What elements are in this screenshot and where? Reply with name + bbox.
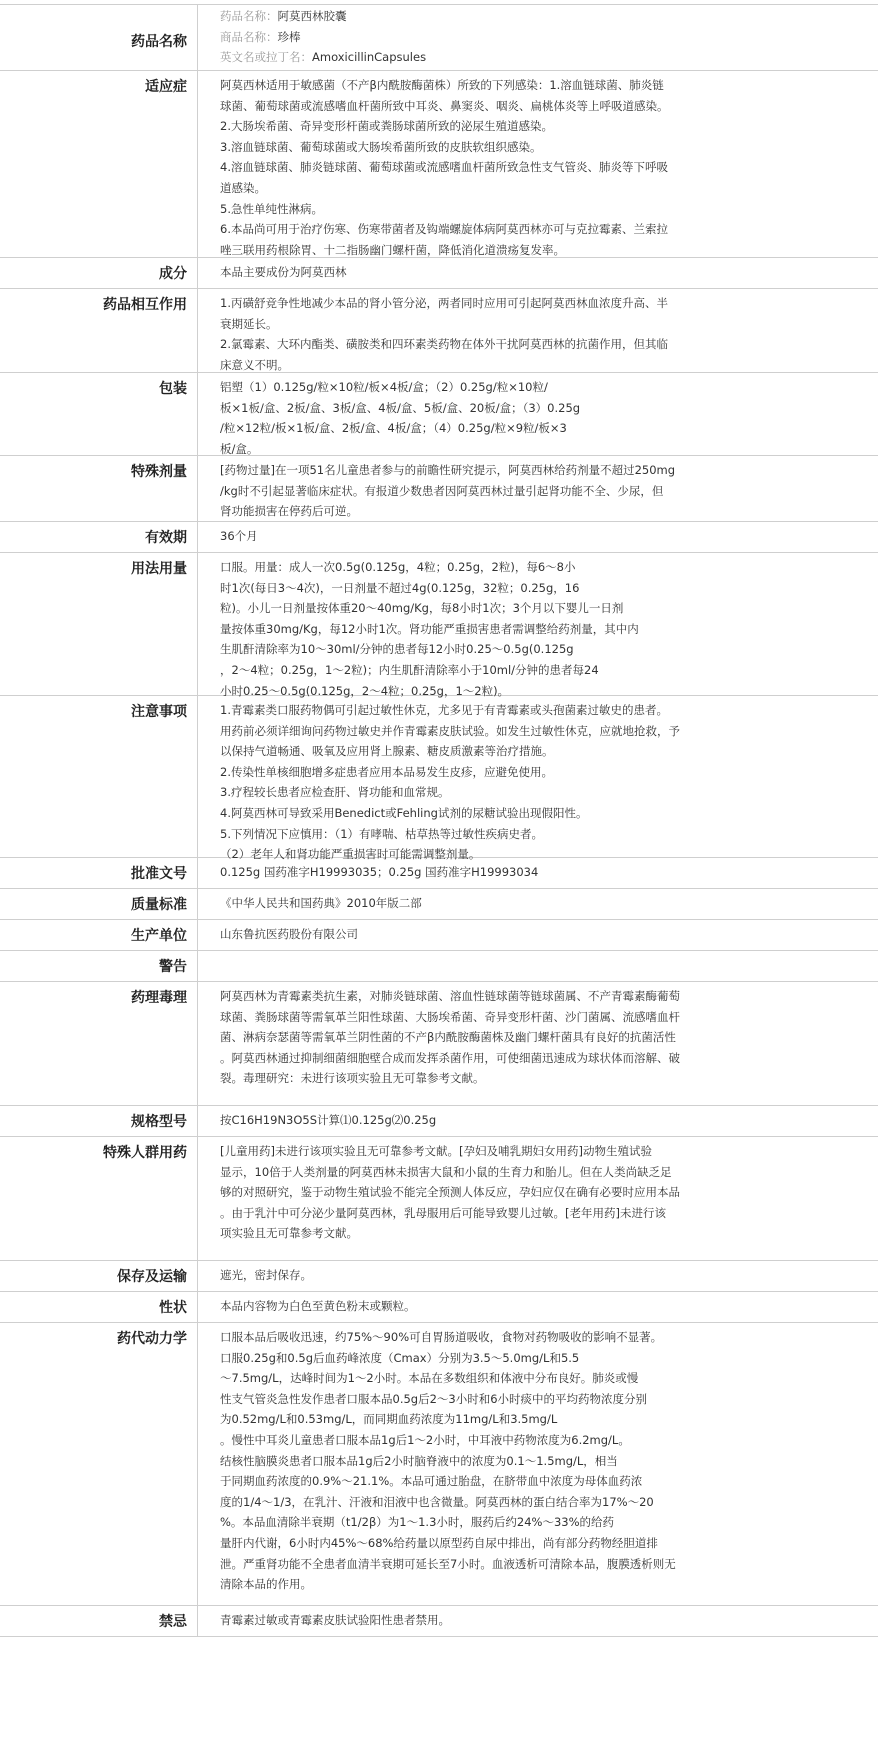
row-standard xyxy=(0,889,878,920)
row-content: 青霉素过敏或青霉素皮肤试验阳性患者禁用。 xyxy=(220,1613,450,1627)
row-label: 禁忌 xyxy=(0,1606,198,1636)
english-name-line xyxy=(220,47,874,68)
row-content xyxy=(198,5,878,70)
row-spec xyxy=(0,1106,878,1137)
row-manufacturer xyxy=(0,920,878,951)
row-content: 口服本品后吸收迅速，约75%～90%可自胃肠道吸收，食物对药物吸收的影响不显著。 口服0.25g和0.5g后血药峰浓度（Cmax）分别为3.5～5.0mg/L和5.5 ～7.5mg/L，达峰时间为1～2小时。本品在多数组织和体液中分布良好。肺炎或慢 性支气管炎急性发作患者口服本品0.5g后2～3小时和6小时痰中的平均药物浓度分别 为0.52mg/L和0.53mg/L，而同期血药浓度为11mg/L和3.5mg/L 。慢性中耳炎儿童患者口服本品1g后1～2小时，中耳液中药物浓度为6.2mg/L。 结核性脑膜炎患者口服本品1g后2小时脑脊液中的浓度为0.1～1.5mg/L，相当 于同期血药浓度的0.9%～21.1%。本品可通过胎盘，在脐带血中浓度为母体血药浓 度的1/4～1/3，在乳汁、汗液和泪液中也含微量。阿莫西林的蛋白结合率为17%～20 %。本品血清除半衰期（t1/2β）为1～1.3小时，服药后约24%～33%的给药 量肝内代谢，6小时内45%～68%给药量以原型药自尿中排出，尚有部分药物经胆道排 泄。严重肾功能不全患者血清半衰期可延长至7小时。血液透析可清除本品，腹膜透析则无 清除本品的作用。 xyxy=(220,1330,676,1592)
row-package xyxy=(0,373,878,456)
row-appearance xyxy=(0,1292,878,1323)
generic-name-key: 药品名称： xyxy=(220,9,278,23)
row-pharmacology xyxy=(0,982,878,1106)
row-content: 0.125g 国药准字H19993035；0.25g 国药准字H19993034 xyxy=(220,865,539,879)
row-interactions xyxy=(0,289,878,373)
row-approval xyxy=(0,858,878,889)
row-label: 性状 xyxy=(0,1292,198,1322)
row-label: 规格型号 xyxy=(0,1106,198,1136)
row-content: 山东鲁抗医药股份有限公司 xyxy=(220,927,358,941)
row-label: 批准文号 xyxy=(0,858,198,888)
row-content: 1.丙磺舒竞争性地减少本品的肾小管分泌，两者同时应用可引起阿莫西林血浓度升高、半 衰期延长。 2.氯霉素、大环内酯类、磺胺类和四环素类药物在体外干扰阿莫西林的抗菌作用，但其临 床意义不明。 xyxy=(220,296,668,372)
row-special-dose xyxy=(0,456,878,522)
row-label: 特殊剂量 xyxy=(0,456,198,521)
row-content: 阿莫西林为青霉素类抗生素，对肺炎链球菌、溶血性链球菌等链球菌属、不产青霉素酶葡萄 球菌、粪肠球菌等需氧革兰阳性球菌、大肠埃希菌、奇异变形杆菌、沙门菌属、流感嗜血杆 菌、淋病奈瑟菌等需氧革兰阴性菌的不产β内酰胺酶菌株及幽门螺杆菌具有良好的抗菌活性 。阿莫西林通过抑制细菌细胞壁合成而发挥杀菌作用，可使细菌迅速成为球状体而溶解、破 裂。毒理研究：未进行该项实验且无可靠参考文献。 xyxy=(220,989,680,1086)
row-content: 铝塑（1）0.125g/粒×10粒/板×4板/盒；（2）0.25g/粒×10粒/ 板×1板/盒、2板/盒、3板/盒、4板/盒、5板/盒、20板/盒；（3）0.25g /粒×12粒/板×1板/盒、2板/盒、4板/盒；（4）0.25g/粒×9粒/板×3 板/盒。 xyxy=(220,380,581,456)
row-label: 有效期 xyxy=(0,522,198,552)
row-content: 口服。用量：成人一次0.5g(0.125g，4粒；0.25g，2粒)，每6～8小 时1次(每日3～4次)，一日剂量不超过4g(0.125g，32粒；0.25g，16 粒)。小儿一日剂量按体重20～40mg/Kg，每8小时1次；3个月以下婴儿一日剂 量按体重30mg/Kg，每12小时1次。肾功能严重损害患者需调整给药剂量，其中内 生肌酐清除率为10～30ml/分钟的患者每12小时0.25～0.5g(0.125g ，2～4粒；0.25g，1～2粒)；内生肌酐清除率小于10ml/分钟的患者每24 小时0.25～0.5g(0.125g，2～4粒；0.25g，1～2粒)。 xyxy=(220,560,639,698)
row-label: 质量标准 xyxy=(0,889,198,919)
row-content: [药物过量]在一项51名儿童患者参与的前瞻性研究提示，阿莫西林给药剂量不超过250mg /kg时不引起显著临床症状。有报道少数患者因阿莫西林过量引起肾功能不全、少尿，但 肾功能损害在停药后可逆。 xyxy=(220,463,676,519)
row-pharmacokinetics xyxy=(0,1323,878,1606)
row-content: 36个月 xyxy=(220,529,258,543)
row-label: 包装 xyxy=(0,373,198,455)
english-name-key: 英文名或拉丁名： xyxy=(220,50,312,65)
row-content: 按C16H19N3O5S计算⑴0.125g⑵0.25g xyxy=(220,1113,437,1127)
row-content: 《中华人民共和国药典》2010年版二部 xyxy=(220,896,422,910)
row-label: 生产单位 xyxy=(0,920,198,950)
row-content: 1.青霉素类口服药物偶可引起过敏性休克，尤多见于有青霉素或头孢菌素过敏史的患者。 用药前必须详细询问药物过敏史并作青霉素皮肤试验。如发生过敏性休克，应就地抢救，予 以保持气道畅通、吸氧及应用肾上腺素、糖皮质激素等治疗措施。 2.传染性单核细胞增多症患者应用本品易发生皮疹，应避免使用。 3.疗程较长患者应检查肝、肾功能和血常规。 4.阿莫西林可导致采用Benedict或Fehling试剂的尿糖试验出现假阳性。 5.下列情况下应慎用：（1）有哮喘、枯草热等过敏性疾病史者。 （2）老年人和肾功能严重损害时可能需调整剂量。 xyxy=(220,703,680,862)
row-storage xyxy=(0,1261,878,1292)
row-label: 药理毒理 xyxy=(0,982,198,1105)
row-label: 成分 xyxy=(0,258,198,288)
row-special-population xyxy=(0,1137,878,1261)
row-ingredients xyxy=(0,258,878,289)
row-label: 用法用量 xyxy=(0,553,198,695)
drug-info-table xyxy=(0,4,878,1637)
row-label: 警告 xyxy=(0,951,198,981)
row-content: 阿莫西林适用于敏感菌（不产β内酰胺酶菌株）所致的下列感染：1.溶血链球菌、肺炎链 球菌、葡萄球菌或流感嗜血杆菌所致中耳炎、鼻窦炎、咽炎、扁桃体炎等上呼吸道感染。 2.大肠埃希菌、奇异变形杆菌或粪肠球菌所致的泌尿生殖道感染。 3.溶血链球菌、葡萄球菌或大肠埃希菌所致的皮肤软组织感染。 4.溶血链球菌、肺炎链球菌、葡萄球菌或流感嗜血杆菌所致急性支气管炎、肺炎等下呼吸 道感染。 5.急性单纯性淋病。 6.本品尚可用于治疗伤寒、伤寒带菌者及钩端螺旋体病阿莫西林亦可与克拉霉素、兰索拉 唑三联用药根除胃、十二指肠幽门螺杆菌，降低消化道溃疡复发率。 xyxy=(220,78,669,257)
row-content xyxy=(198,951,878,981)
trade-name-key: 商品名称： xyxy=(220,29,278,44)
row-content: 本品内容物为白色至黄色粉末或颗粒。 xyxy=(220,1299,416,1313)
trade-name-value: 珍棒 xyxy=(277,29,301,44)
trade-name-line xyxy=(220,27,874,48)
row-dosage xyxy=(0,553,878,696)
row-content: 本品主要成份为阿莫西林 xyxy=(220,265,347,279)
row-indications xyxy=(0,71,878,258)
row-label: 注意事项 xyxy=(0,696,198,857)
row-label: 药品名称 xyxy=(0,5,198,70)
generic-name-line xyxy=(220,6,874,27)
row-warning xyxy=(0,951,878,982)
row-label: 特殊人群用药 xyxy=(0,1137,198,1260)
row-precautions xyxy=(0,696,878,862)
row-content: 遮光，密封保存。 xyxy=(220,1268,312,1282)
generic-name-value: 阿莫西林胶囊 xyxy=(277,9,347,23)
english-name-value: AmoxicillinCapsules xyxy=(312,50,427,65)
row-label: 保存及运输 xyxy=(0,1261,198,1291)
row-label: 适应症 xyxy=(0,71,198,257)
row-validity xyxy=(0,522,878,553)
row-contraindications xyxy=(0,1606,878,1637)
row-label: 药品相互作用 xyxy=(0,289,198,372)
row-name xyxy=(0,5,878,71)
row-label: 药代动力学 xyxy=(0,1323,198,1605)
row-content: [儿童用药]未进行该项实验且无可靠参考文献。[孕妇及哺乳期妇女用药]动物生殖试验 显示，10倍于人类剂量的阿莫西林未损害大鼠和小鼠的生育力和胎儿。但在人类尚缺乏足 够的对照研究，鉴于动物生殖试验不能完全预测人体反应，孕妇应仅在确有必要时应用本品 。由于乳汁中可分泌少量阿莫西林，乳母服用后可能导致婴儿过敏。[老年用药]未进行该 项实验且无可靠参考文献。 xyxy=(220,1144,680,1241)
